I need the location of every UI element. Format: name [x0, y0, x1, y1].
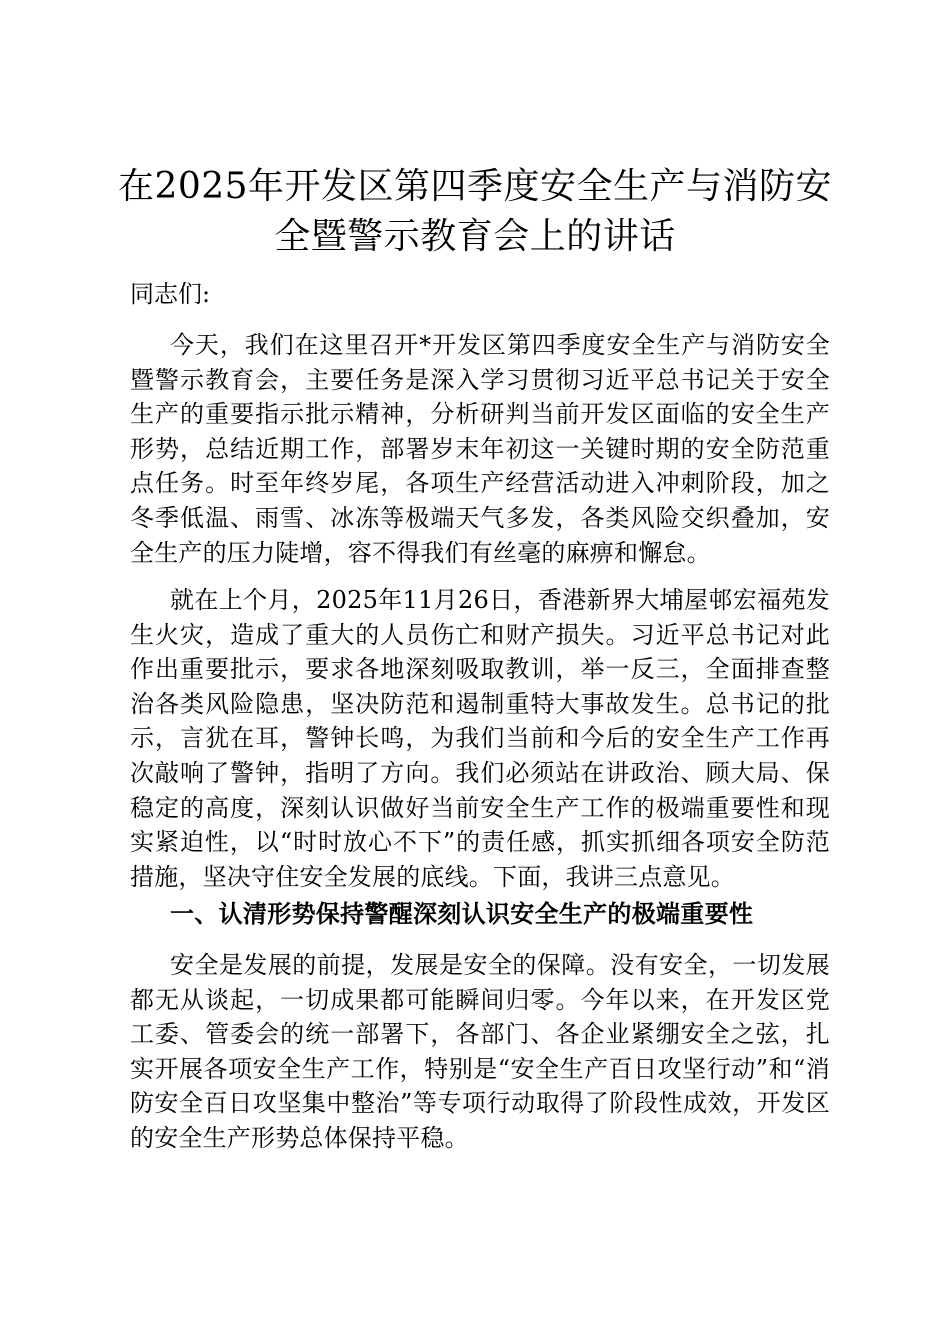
- salutation: 同志们:: [130, 280, 211, 308]
- section-heading: 一、认清形势保持警醒深刻认识安全生产的极端重要性: [170, 899, 754, 928]
- paragraph-background: 就在上个月，2025年11月26日，香港新界大埔屋邨宏福苑发生火灾，造成了重大的人员伤亡和财产损失。习近平总书记对此作出重要批示，要求各地深刻吸取教训，举一反三，全面排查整治各类风险隐患，坚决防范和遏制重特大事故发生。总书记的批示，言犹在耳，警钟长鸣，为我们当前和今后的安全生产工作再次敲响了警钟，指明了方向。我们必须站在讲政治、顾大局、保稳定的高度，深刻认识做好当前安全生产工作的极端重要性和现实紧迫性，以“时时放心不下”的责任感，抓实抓细各项安全防范措施，坚决守住安全发展的底线。下面，我讲三点意见。: [130, 586, 830, 891]
- section-paragraph: 安全是发展的前提，发展是安全的保障。没有安全，一切发展都无从谈起，一切成果都可能瞬间归零。今年以来，在开发区党工委、管委会的统一部署下，各部门、各企业紧绷安全之弦，扎实开展各项安全生产工作，特别是“安全生产百日攻坚行动”和“消防安全百日攻坚集中整治”等专项行动取得了阶段性成效，开发区的安全生产形势总体保持平稳。: [130, 951, 830, 1152]
- document-title: 在2025年开发区第四季度安全生产与消防安全暨警示教育会上的讲话: [117, 166, 833, 257]
- paragraph-intro: 今天，我们在这里召开*开发区第四季度安全生产与消防安全暨警示教育会，主要任务是深入学习贯彻习近平总书记关于安全生产的重要指示批示精神，分析研判当前开发区面临的安全生产形势，总结近期工作，部署岁末年初这一关键时期的安全防范重点任务。时至年终岁尾，各项生产经营活动进入冲刺阶段，加之冬季低温、雨雪、冰冻等极端天气多发，各类风险交织叠加，安全生产的压力陡增，容不得我们有丝毫的麻痹和懈怠。: [130, 331, 830, 567]
